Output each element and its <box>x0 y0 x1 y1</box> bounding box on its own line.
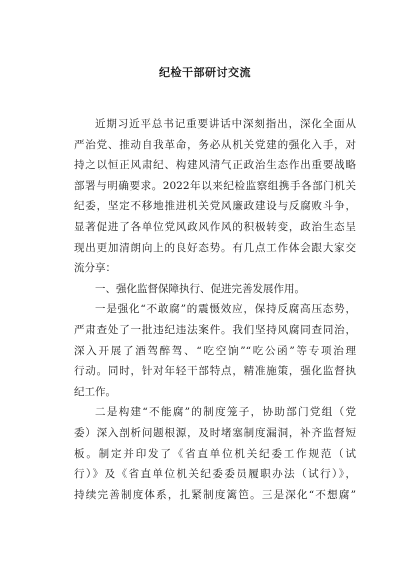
paragraph-line: 板。制定并印发了《省直单位机关纪委工作规范（试 <box>74 447 356 460</box>
paragraph-line: 部署与明确要求。2022年以来纪检监察组携手各部门机关 <box>74 179 356 192</box>
paragraph-line: 持之以恒正风肃纪、构建风清气正政治生态作出重要战略 <box>74 159 356 172</box>
paragraph-line: 纪工作。 <box>74 385 116 398</box>
paragraph-line: 委）深入剖析问题根源，及时堵塞制度漏洞，补齐监督短 <box>74 426 356 439</box>
paragraph-line: 严肃查处了一批违纪违法案件。我们坚持风腐同查同治， <box>74 323 356 336</box>
paragraph-line: 流分享： <box>74 262 116 275</box>
paragraph-line: 持续完善制度体系，扎紧制度篱笆。三是深化“不想腐” <box>74 488 356 501</box>
paragraph-line: 近期习近平总书记重要讲话中深刻指出，深化全面从 <box>95 118 356 130</box>
paragraph-line: 行动。同时，针对年轻干部特点，精准施策，强化监督执 <box>74 365 356 378</box>
paragraph-line: 一、强化监督保障执行、促进完善发展作用。 <box>95 282 305 295</box>
paragraph-line: 显著促进了各单位党风政风作风的积极转变，政治生态呈 <box>74 220 356 233</box>
document-title: 纪检干部研讨交流 <box>159 66 251 79</box>
paragraph-line: 现出更加清朗向上的良好态势。有几点工作体会跟大家交 <box>74 241 356 254</box>
paragraph-line: 纪委，坚定不移地推进机关党风廉政建设与反腐败斗争， <box>74 200 356 213</box>
paragraph-line: 一是强化“不敢腐”的震慑效应，保持反腐高压态势， <box>95 303 356 316</box>
paragraph-line: 深入开展了酒驾醉驾、“吃空饷”“吃公函”等专项治理 <box>74 344 356 357</box>
paragraph-line: 严治党、推动自我革命，务必从机关党建的强化入手，对 <box>74 138 356 151</box>
document-body <box>74 114 356 505</box>
paragraph-line: 行）》及《省直单位机关纪委委员履职办法（试行）》， <box>74 468 356 481</box>
paragraph-line: 二是构建“不能腐”的制度笼子，协助部门党组（党 <box>95 406 356 419</box>
